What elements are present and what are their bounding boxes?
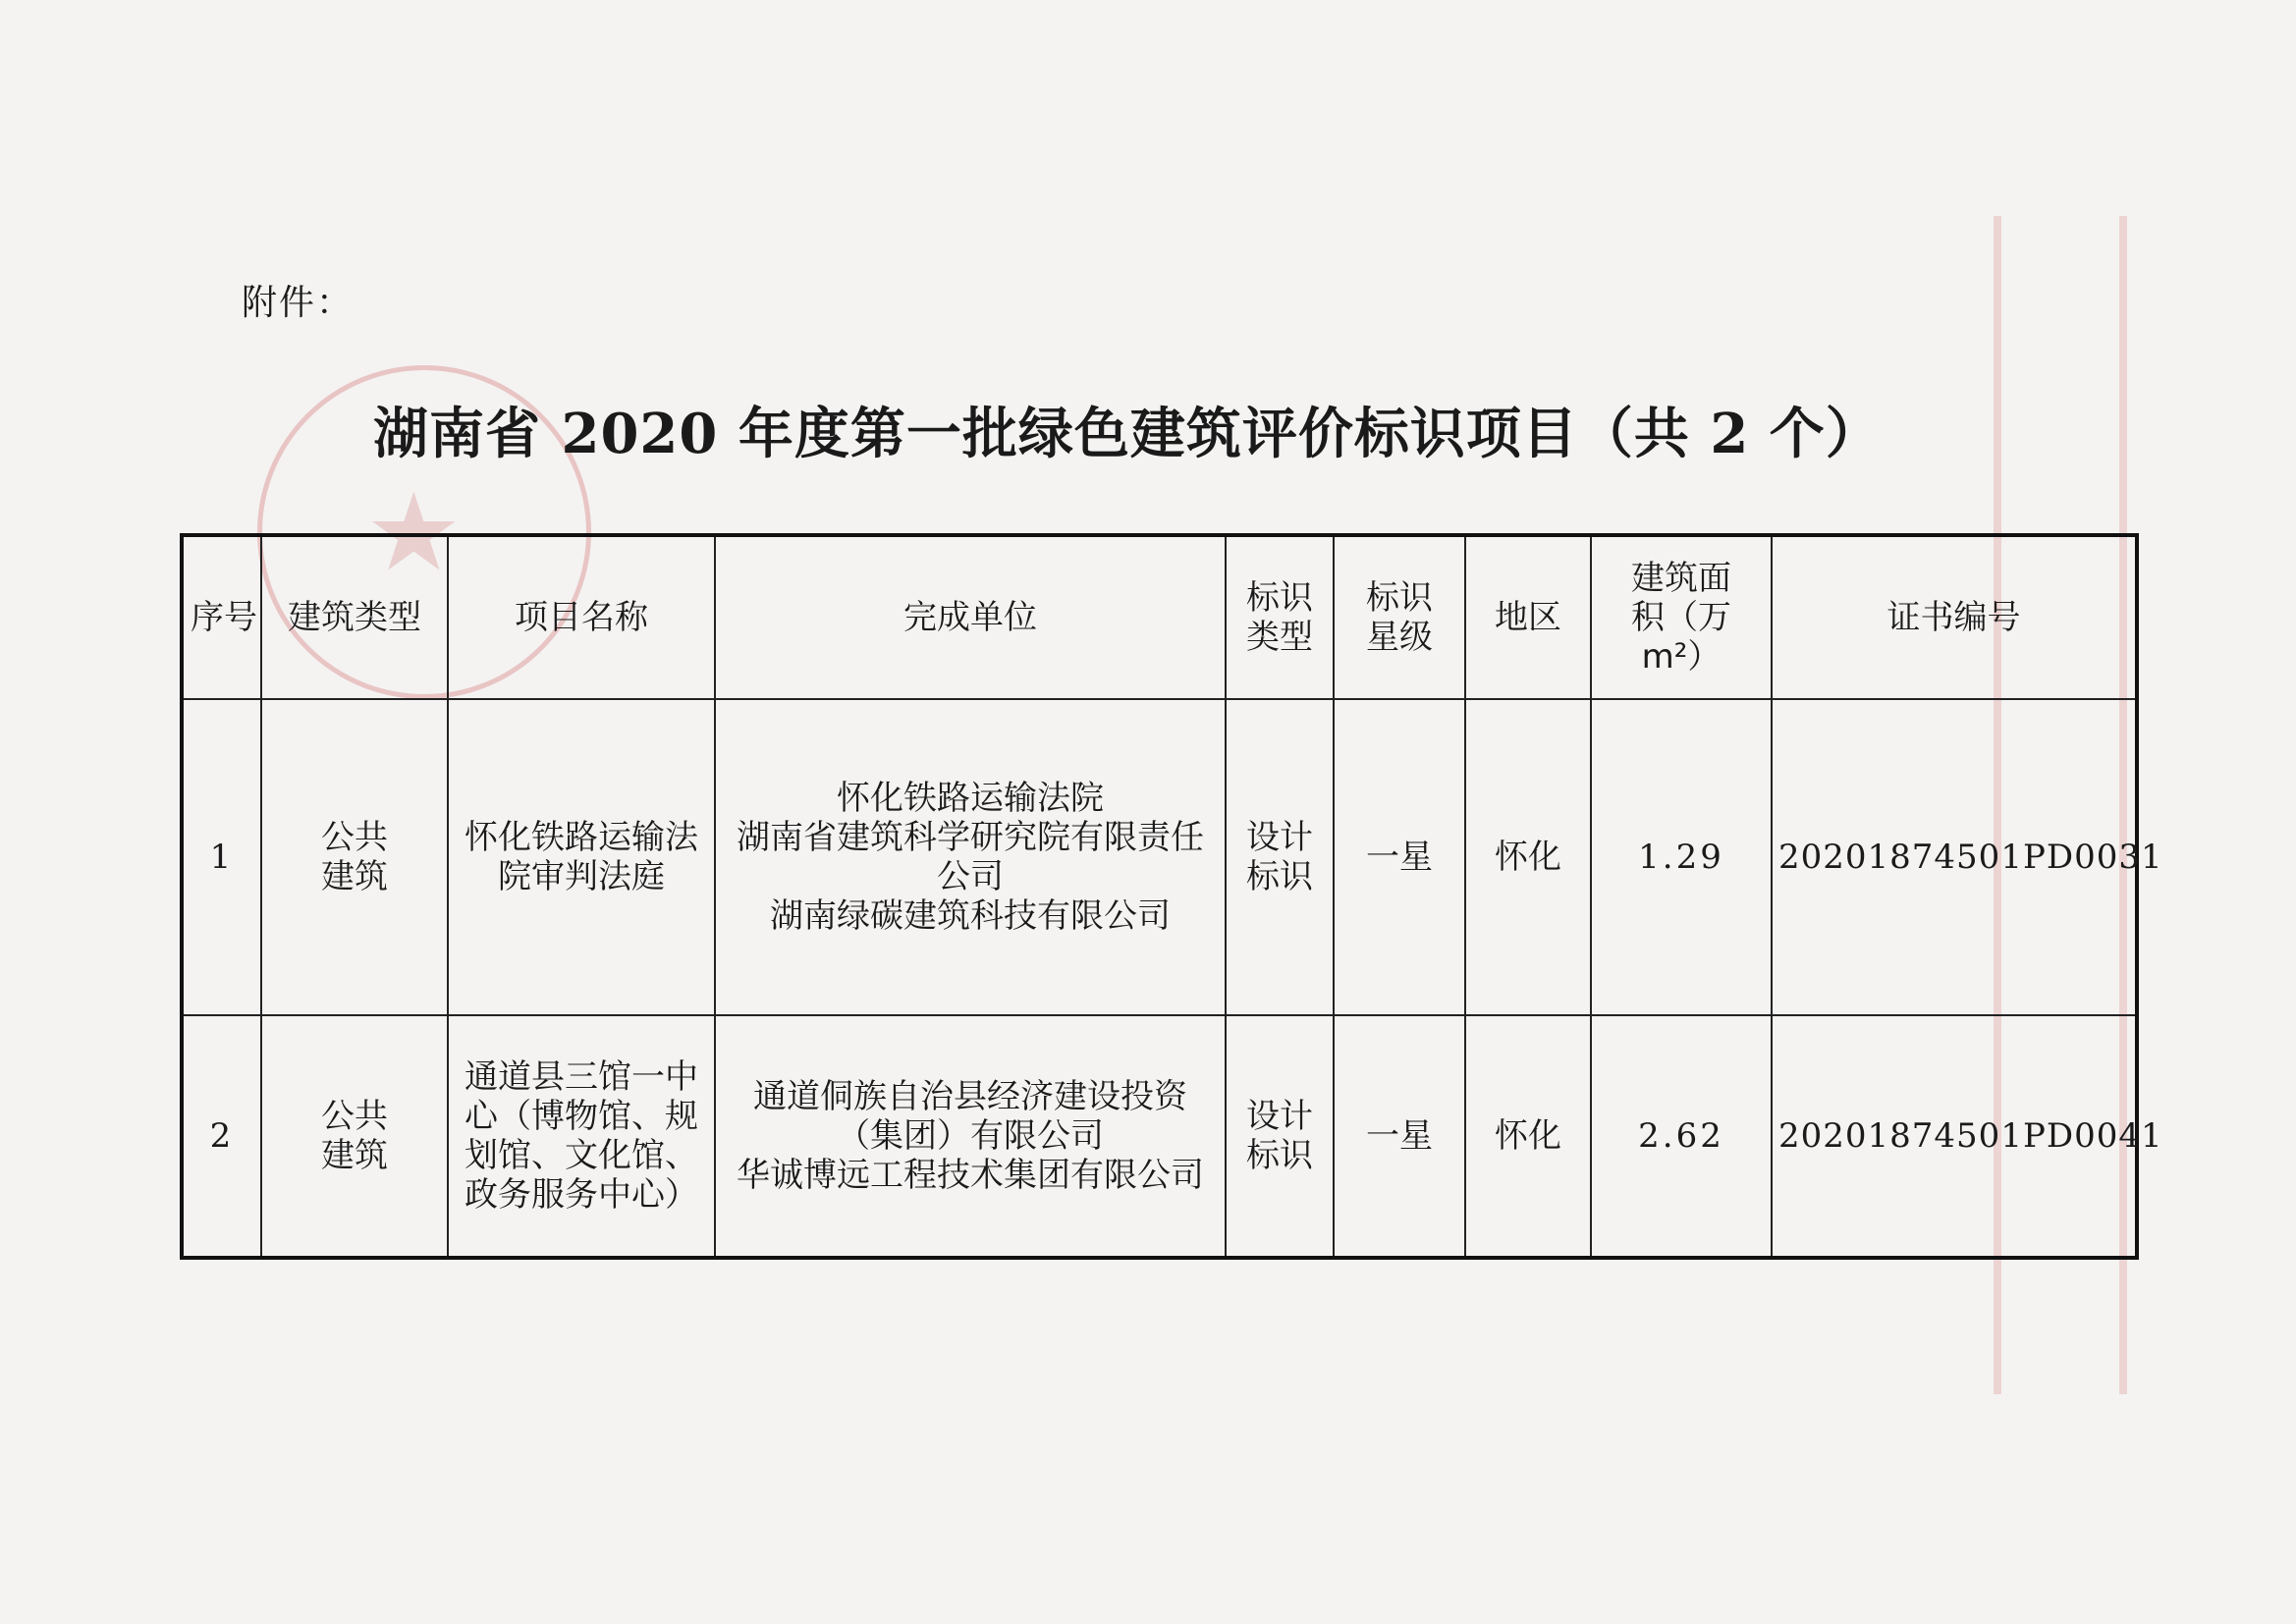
cell-star-level: 一星	[1334, 699, 1465, 1015]
project-table	[180, 533, 2163, 1260]
header-units: 完成单位	[715, 535, 1226, 699]
table-row	[182, 699, 2137, 1015]
cell-units	[715, 699, 1226, 1015]
header-area: 建筑面积（万m²）	[1591, 535, 1772, 699]
cell-building-type: 公共建筑	[261, 699, 448, 1015]
cell-label-type: 设计标识	[1226, 699, 1334, 1015]
table-header-row	[182, 535, 2137, 699]
cell-project-name: 通道县三馆一中心（博物馆、规划馆、文化馆、政务服务中心）	[448, 1015, 715, 1258]
cell-building-type: 公共建筑	[261, 1015, 448, 1258]
header-building-type: 建筑类型	[261, 535, 448, 699]
header-project-name: 项目名称	[448, 535, 715, 699]
header-certificate: 证书编号	[1772, 535, 2137, 699]
header-seq: 序号	[182, 535, 261, 699]
cell-project-name: 怀化铁路运输法院审判法庭	[448, 699, 715, 1015]
unit-line: 怀化铁路运输法院	[837, 779, 1104, 818]
cell-region: 怀化	[1465, 1015, 1591, 1258]
cell-seq: 1	[182, 699, 261, 1015]
star-icon: ★	[365, 469, 463, 595]
unit-line: 华诚博远工程技术集团有限公司	[737, 1156, 1204, 1195]
cell-area: 2.62	[1591, 1015, 1772, 1258]
cell-star-level: 一星	[1334, 1015, 1465, 1258]
header-star-level: 标识星级	[1334, 535, 1465, 699]
unit-line: 湖南绿碳建筑科技有限公司	[770, 896, 1171, 936]
header-label-type: 标识类型	[1226, 535, 1334, 699]
cell-units	[715, 1015, 1226, 1258]
cell-label-type: 设计标识	[1226, 1015, 1334, 1258]
cell-region: 怀化	[1465, 699, 1591, 1015]
document-title: 湖南省 2020 年度第一批绿色建筑评价标识项目（共 2 个）	[373, 402, 1882, 466]
cell-certificate: 20201874501PD0031	[1772, 699, 2137, 1015]
attachment-label: 附件：	[242, 283, 355, 323]
cell-certificate: 20201874501PD0041	[1772, 1015, 2137, 1258]
cell-seq: 2	[182, 1015, 261, 1258]
header-region: 地区	[1465, 535, 1591, 699]
unit-line: 湖南省建筑科学研究院有限责任公司	[737, 818, 1204, 896]
cell-area: 1.29	[1591, 699, 1772, 1015]
table-row	[182, 1015, 2137, 1258]
unit-line: 通道侗族自治县经济建设投资（集团）有限公司	[753, 1077, 1187, 1156]
